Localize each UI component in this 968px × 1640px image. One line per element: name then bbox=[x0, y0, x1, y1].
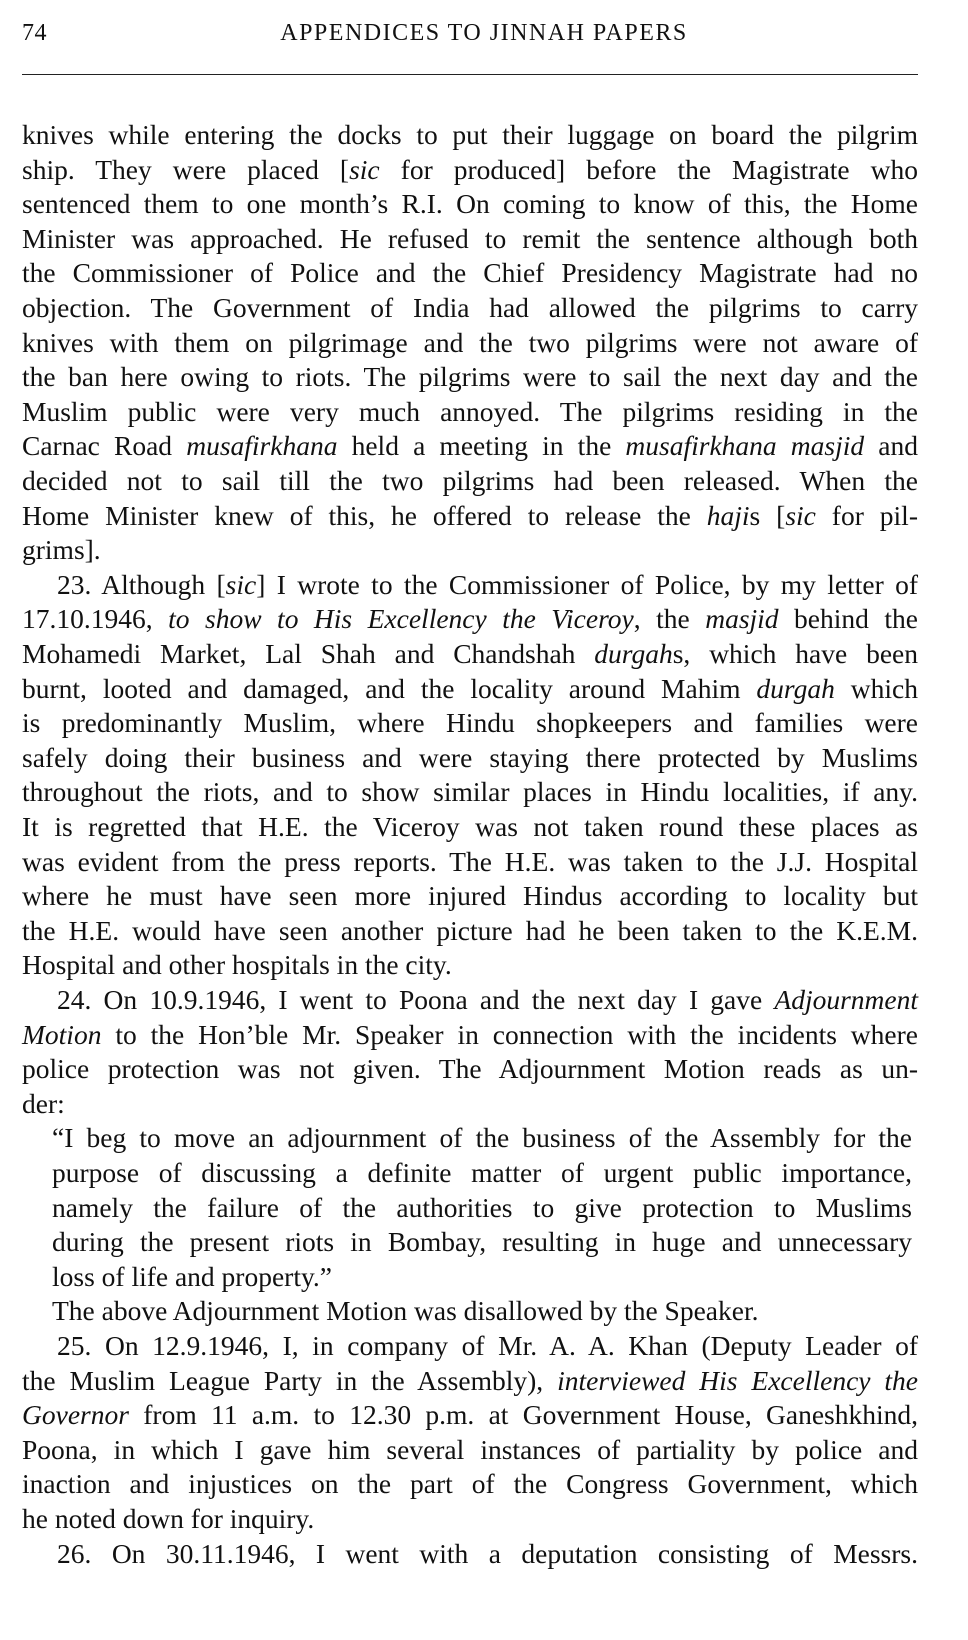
text-line bbox=[22, 533, 918, 567]
text-line bbox=[22, 914, 918, 948]
text-line bbox=[52, 1294, 912, 1328]
text-segment: Mohamedi Market, Lal Shah and Chandshah bbox=[22, 638, 595, 669]
text-line bbox=[22, 810, 918, 844]
text-line bbox=[22, 1398, 918, 1432]
text-line bbox=[22, 118, 918, 152]
text-line bbox=[22, 1052, 918, 1086]
text-segment: ship. They were placed [ bbox=[22, 153, 350, 185]
text-line bbox=[22, 948, 918, 982]
text-segment: from 11 a.m. to 12.30 p.m. at Government House, Ganeshkhind, bbox=[128, 1399, 918, 1431]
text-segment: 23. Although [ bbox=[57, 568, 226, 600]
text-segment: der: bbox=[22, 1087, 65, 1119]
text-segment: held a meeting in the bbox=[337, 430, 626, 462]
text-line bbox=[22, 845, 918, 879]
text-line bbox=[22, 187, 918, 221]
text-segment: Poona, in which I gave him several instances of partiality by police and bbox=[22, 1433, 918, 1465]
italic-text: durgah bbox=[756, 672, 835, 704]
text-segment: namely the failure of the authorities to give protection to Muslims bbox=[52, 1191, 912, 1223]
text-segment: inaction and injustices on the part of the Congress Government, which bbox=[22, 1468, 918, 1500]
text-line bbox=[22, 429, 918, 463]
text-segment: Home Minister knew of this, he offered to release the bbox=[22, 499, 707, 531]
text-line bbox=[52, 1225, 912, 1259]
text-line bbox=[22, 464, 918, 498]
text-segment: burnt, looted and damaged, and the locality around Mahim bbox=[22, 672, 757, 704]
text-line bbox=[57, 1329, 918, 1363]
text-segment: knives with them on pilgrimage and the two pilgrims were not aware of bbox=[22, 326, 918, 358]
text-line bbox=[22, 706, 918, 740]
text-line bbox=[22, 741, 918, 775]
text-segment: sentenced them to one month’s R.I. On coming to know of this, the Home bbox=[22, 188, 918, 220]
text-segment: 25. On 12.9.1946, I, in company of Mr. A. A. Khan (Deputy Leader of bbox=[57, 1330, 918, 1361]
text-line bbox=[22, 672, 918, 706]
text-line bbox=[57, 568, 918, 602]
text-segment: Carnac Road bbox=[22, 430, 187, 462]
text-segment: s, which have been bbox=[672, 638, 918, 669]
text-segment: for produced] before the Magistrate who bbox=[379, 153, 919, 185]
text-segment: 26. On 30.11.1946, I went with a deputation consisting of Messrs. bbox=[57, 1537, 918, 1569]
text-line bbox=[22, 1502, 918, 1536]
text-line bbox=[52, 1260, 912, 1294]
text-segment: grims]. bbox=[22, 534, 101, 566]
text-segment: loss of life and property.” bbox=[52, 1260, 333, 1292]
text-segment: safely doing their business and were staying there protected by Muslims bbox=[22, 741, 918, 773]
text-segment: the Commissioner of Police and the Chief Presidency Magistrate had no bbox=[22, 257, 918, 289]
italic-text: durgah bbox=[594, 638, 673, 669]
text-line bbox=[52, 1191, 912, 1225]
text-line bbox=[22, 602, 918, 636]
text-line bbox=[52, 1156, 912, 1190]
text-line bbox=[22, 1364, 918, 1398]
italic-text: sic bbox=[225, 568, 257, 600]
text-line bbox=[22, 153, 918, 187]
italic-text: sic bbox=[785, 499, 816, 531]
text-segment: he noted down for inquiry. bbox=[22, 1503, 315, 1534]
text-line bbox=[22, 775, 918, 809]
text-segment: during the present riots in Bombay, resulting in huge and unnecessary bbox=[52, 1226, 912, 1258]
text-line bbox=[22, 1018, 918, 1052]
text-line bbox=[22, 1433, 918, 1467]
text-line bbox=[22, 326, 918, 360]
text-segment: purpose of discussing a definite matter of urgent public importance, bbox=[52, 1157, 912, 1188]
italic-text: Governor bbox=[22, 1399, 129, 1431]
text-segment: police protection was not given. The Adjournment Motion reads as un- bbox=[22, 1053, 918, 1085]
italic-text: to show to His Excellency the Viceroy bbox=[168, 603, 634, 635]
text-segment: It is regretted that H.E. the Viceroy was not taken round these places as bbox=[22, 811, 918, 842]
text-line bbox=[57, 1537, 918, 1571]
italic-text: interviewed His Excellency the bbox=[557, 1364, 919, 1396]
text-line bbox=[22, 291, 918, 325]
italic-text: masjid bbox=[705, 603, 779, 635]
text-segment: decided not to sail till the two pilgrims had been released. When the bbox=[22, 465, 918, 496]
header-rule bbox=[22, 74, 918, 75]
italic-text: musafirkhana bbox=[186, 430, 338, 462]
text-segment: s [ bbox=[749, 499, 786, 531]
text-segment: knives while entering the docks to put their luggage on board the pilgrim bbox=[22, 119, 918, 150]
text-segment: Muslim public were very much annoyed. The pilgrims residing in the bbox=[22, 395, 918, 427]
text-line bbox=[57, 983, 918, 1017]
text-segment: to the Hon’ble Mr. Speaker in connection with the incidents where bbox=[101, 1018, 918, 1050]
text-line bbox=[22, 222, 918, 256]
text-segment: where he must have seen more injured Hindus according to locality but bbox=[22, 880, 918, 912]
text-line bbox=[22, 879, 918, 913]
text-segment: is predominantly Muslim, where Hindu shopkeepers and families were bbox=[22, 707, 918, 739]
text-segment: for pil- bbox=[815, 499, 918, 531]
text-segment: , the bbox=[633, 603, 706, 635]
text-line bbox=[22, 1467, 918, 1501]
italic-text: Motion bbox=[22, 1018, 102, 1050]
text-segment: 24. On 10.9.1946, I went to Poona and the next day I gave bbox=[57, 984, 775, 1015]
text-segment: which bbox=[834, 672, 918, 704]
text-line bbox=[22, 395, 918, 429]
text-line bbox=[22, 360, 918, 394]
text-segment: the H.E. would have seen another picture had he been taken to the K.E.M. bbox=[22, 914, 918, 946]
text-line bbox=[22, 1087, 918, 1121]
text-segment: and bbox=[864, 430, 919, 462]
running-head: APPENDICES TO JINNAH PAPERS bbox=[280, 20, 688, 46]
text-segment: behind the bbox=[778, 603, 918, 635]
text-segment: ] I wrote to the Commissioner of Police, by my letter of bbox=[256, 568, 918, 600]
text-segment: 17.10.1946, bbox=[22, 603, 169, 635]
text-line bbox=[22, 637, 918, 671]
text-line bbox=[22, 499, 918, 533]
text-segment: was evident from the press reports. The H.E. was taken to the J.J. Hospital bbox=[22, 845, 918, 877]
text-line bbox=[22, 256, 918, 290]
text-segment: objection. The Government of India had allowed the pilgrims to carry bbox=[22, 292, 918, 323]
text-line bbox=[52, 1121, 912, 1155]
text-segment: “I beg to move an adjournment of the business of the Assembly for the bbox=[52, 1122, 912, 1154]
italic-text: Adjournment bbox=[774, 984, 918, 1015]
page-number: 74 bbox=[22, 20, 47, 46]
text-segment: the Muslim League Party in the Assembly), bbox=[22, 1364, 558, 1396]
italic-text: sic bbox=[349, 153, 380, 185]
text-segment: The above Adjournment Motion was disallowed by the Speaker. bbox=[52, 1295, 759, 1327]
text-segment: Minister was approached. He refused to remit the sentence although both bbox=[22, 222, 918, 254]
text-segment: the ban here owing to riots. The pilgrims were to sail the next day and the bbox=[22, 361, 918, 393]
text-segment: throughout the riots, and to show similar places in Hindu localities, if any. bbox=[22, 776, 918, 808]
text-segment: Hospital and other hospitals in the city. bbox=[22, 949, 452, 981]
italic-text: musafirkhana masjid bbox=[625, 430, 865, 462]
italic-text: haji bbox=[706, 499, 750, 531]
